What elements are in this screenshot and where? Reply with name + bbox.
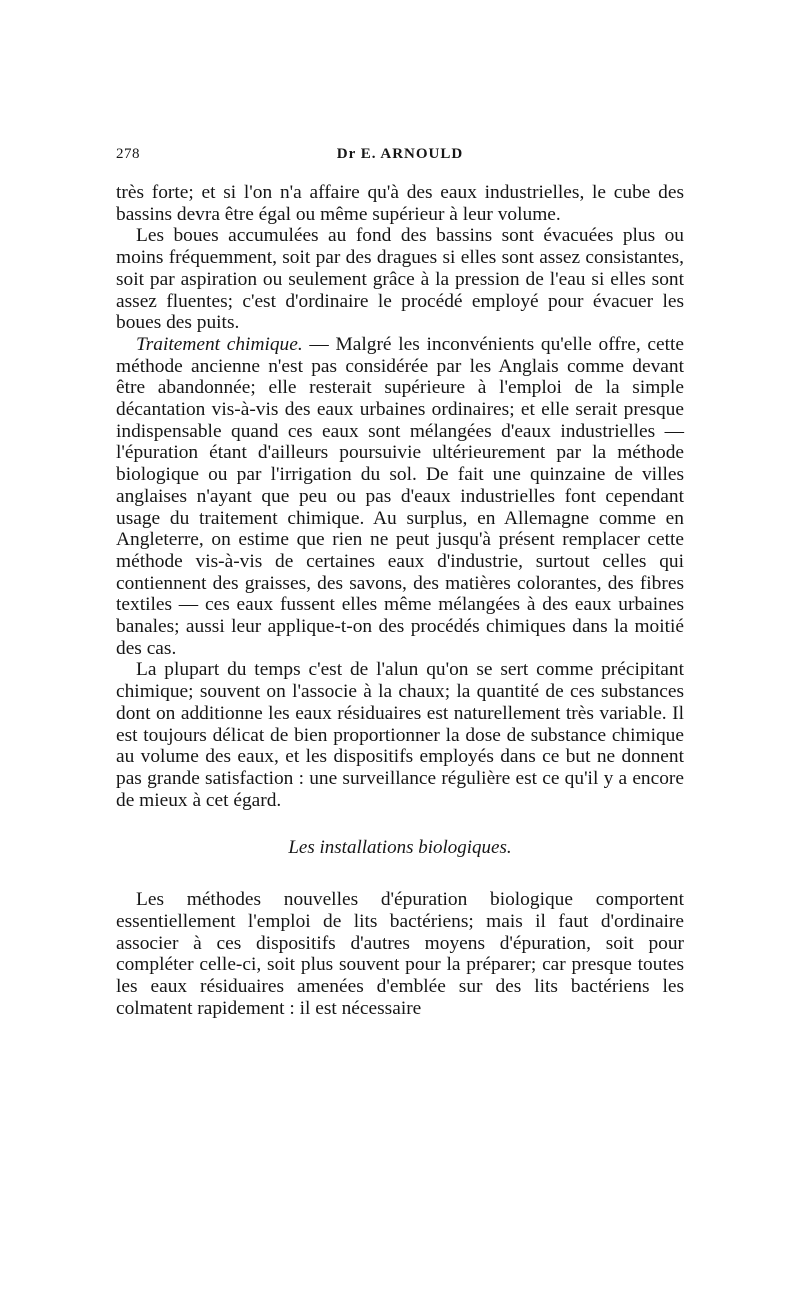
paragraph-traitement-chimique (116, 334, 684, 660)
run-in-heading: Traitement chimique. (136, 333, 303, 355)
running-head: Dr E. ARNOULD (336, 146, 464, 162)
section-heading: Les installations biologiques. (288, 837, 512, 859)
paragraph-boues: Les boues accumulées au fond des bassins sont évacuées plus ou moins fréquemment, soit par des dragues si elles sont assez consistantes, soit par aspiration ou seulement grâce à la pression de l'eau si elles sont assez fluentes; c'est d'ordinaire le procédé employé pour évacuer les boues des puits. (116, 225, 684, 334)
page-header (116, 140, 684, 168)
book-page (116, 140, 684, 1180)
body-text (116, 182, 684, 1019)
page-number: 278 (116, 146, 140, 162)
paragraph-text: — Malgré les inconvénients qu'elle offre, cette méthode ancienne n'est pas considérée par les Anglais comme devant être abandonnée; elle resterait supérieure à l'emploi de la simple décantation vis-à-vis des eaux urbaines ordinaires; et elle serait presque indispensable quand ces eaux sont mélangées d'eaux industrielles — l'épuration étant d'ailleurs poursuivie ultérieurement par la méthode biologique ou par l'irrigation du sol. De fait une quinzaine de villes anglaises n'ayant que peu ou pas d'eaux industrielles font cependant usage du traitement chimique. Au surplus, en Allemagne comme en Angleterre, on estime que rien ne peut jusqu'à présent remplacer cette méthode vis-à-vis de certaines eaux d'industrie, surtout celles qui contiennent des graisses, des savons, des matières colorantes, des fibres textiles — ces eaux fussent elles même mélangées à des eaux urbaines banales; aussi leur applique-t-on des procédés chimiques dans la moitié des cas. (116, 333, 684, 659)
paragraph-alun: La plupart du temps c'est de l'alun qu'on se sert comme précipitant chimique; souvent on l'associe à la chaux; la quantité de ces substances dont on additionne les eaux résiduaires est naturellement très variable. Il est toujours délicat de bien proportionner la dose de substance chimique au volume des eaux, et les dispositifs employés dans ce but ne donnent pas grande satisfaction : une surveillance régulière est ce qu'il y a encore de mieux à cet égard. (116, 659, 684, 811)
paragraph-continuation: très forte; et si l'on n'a affaire qu'à des eaux industrielles, le cube des bassins devra être égal ou même supérieur à leur volume. (116, 182, 684, 225)
paragraph-methodes-biologiques: Les méthodes nouvelles d'épuration biologique comportent essentiellement l'emploi de lits bactériens; mais il faut d'ordinaire associer à ces dispositifs d'autres moyens d'épuration, soit pour compléter celle-ci, soit plus souvent pour la préparer; car presque toutes les eaux résiduaires amenées d'emblée sur des lits bactériens les colmatent rapidement : il est nécessaire (116, 889, 684, 1019)
